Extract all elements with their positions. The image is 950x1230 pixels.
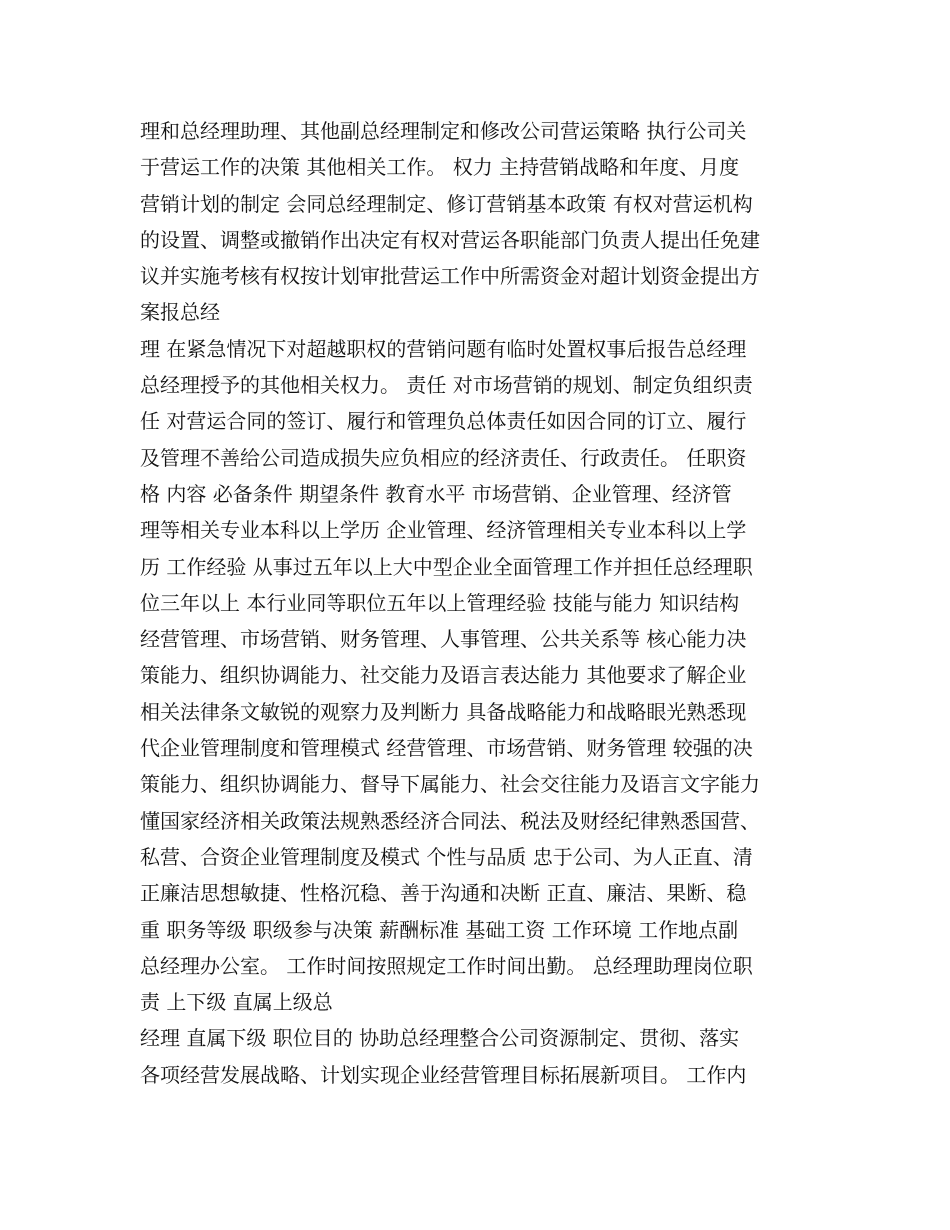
body-text bbox=[140, 113, 820, 1093]
text-line: 任 对营运合同的签订、履行和管理负总体责任如因合同的订立、履行 bbox=[140, 409, 747, 434]
text-line: 议并实施考核有权按计划审批营运工作中所需资金对超计划资金提出方 bbox=[140, 264, 760, 289]
text-line: 总经理授予的其他相关权力。 责任 对市场营销的规划、制定负组织责 bbox=[140, 373, 753, 398]
text-line: 及管理不善给公司造成损失应负相应的经济责任、行政责任。 任职资 bbox=[140, 445, 747, 470]
text-line: 总经理办公室。 工作时间按照规定工作时间出勤。 总经理助理岗位职 bbox=[140, 953, 753, 978]
text-line: 理等相关专业本科以上学历 企业管理、经济管理相关专业本科以上学 bbox=[140, 518, 747, 543]
text-line: 经营管理、市场营销、财务管理、人事管理、公共关系等 核心能力决 bbox=[140, 627, 747, 652]
text-line: 的设置、调整或撤销作出决定有权对营运各职能部门负责人提出任免建 bbox=[140, 227, 760, 252]
text-line: 正廉洁思想敏捷、性格沉稳、善于沟通和决断 正直、廉洁、果断、稳 bbox=[140, 881, 747, 906]
text-line: 营销计划的制定 会同总经理制定、修订营销基本政策 有权对营运机构 bbox=[140, 191, 753, 216]
text-line: 位三年以上 本行业同等职位五年以上管理经验 技能与能力 知识结构 bbox=[140, 590, 740, 615]
text-line: 相关法律条文敏锐的观察力及判断力 具备战略能力和战略眼光熟悉现 bbox=[140, 699, 747, 724]
text-line: 格 内容 必备条件 期望条件 教育水平 市场营销、企业管理、经济管 bbox=[140, 481, 732, 506]
text-line: 懂国家经济相关政策法规熟悉经济合同法、税法及财经纪律熟悉国营、 bbox=[140, 808, 760, 833]
text-line: 策能力、组织协调能力、社交能力及语言表达能力 其他要求了解企业 bbox=[140, 663, 747, 688]
text-line: 策能力、组织协调能力、督导下属能力、社会交往能力及语言文字能力 bbox=[140, 772, 760, 797]
text-line: 理和总经理助理、其他副总经理制定和修改公司营运策略 执行公司关 bbox=[140, 119, 747, 143]
text-line: 历 工作经验 从事过五年以上大中型企业全面管理工作并担任总经理职 bbox=[140, 554, 753, 579]
text-line: 代企业管理制度和管理模式 经营管理、市场营销、财务管理 较强的决 bbox=[140, 736, 753, 761]
text-line: 案报总经 bbox=[140, 300, 220, 325]
text-line: 重 职务等级 职级参与决策 薪酬标准 基础工资 工作环境 工作地点副 bbox=[140, 917, 739, 942]
text-line: 于营运工作的决策 其他相关工作。 权力 主持营销战略和年度、月度 bbox=[140, 155, 740, 180]
text-line: 责 上下级 直属上级总 bbox=[140, 990, 333, 1015]
text-line: 理 在紧急情况下对超越职权的营销问题有临时处置权事后报告总经理 bbox=[140, 336, 747, 361]
text-line: 经理 直属下级 职位目的 协助总经理整合公司资源制定、贯彻、落实 bbox=[140, 1026, 740, 1051]
text-line: 私营、合资企业管理制度及模式 个性与品质 忠于公司、为人正直、清 bbox=[140, 844, 753, 869]
text-line: 各项经营发展战略、计划实现企业经营管理目标拓展新项目。 工作内 bbox=[140, 1062, 747, 1087]
